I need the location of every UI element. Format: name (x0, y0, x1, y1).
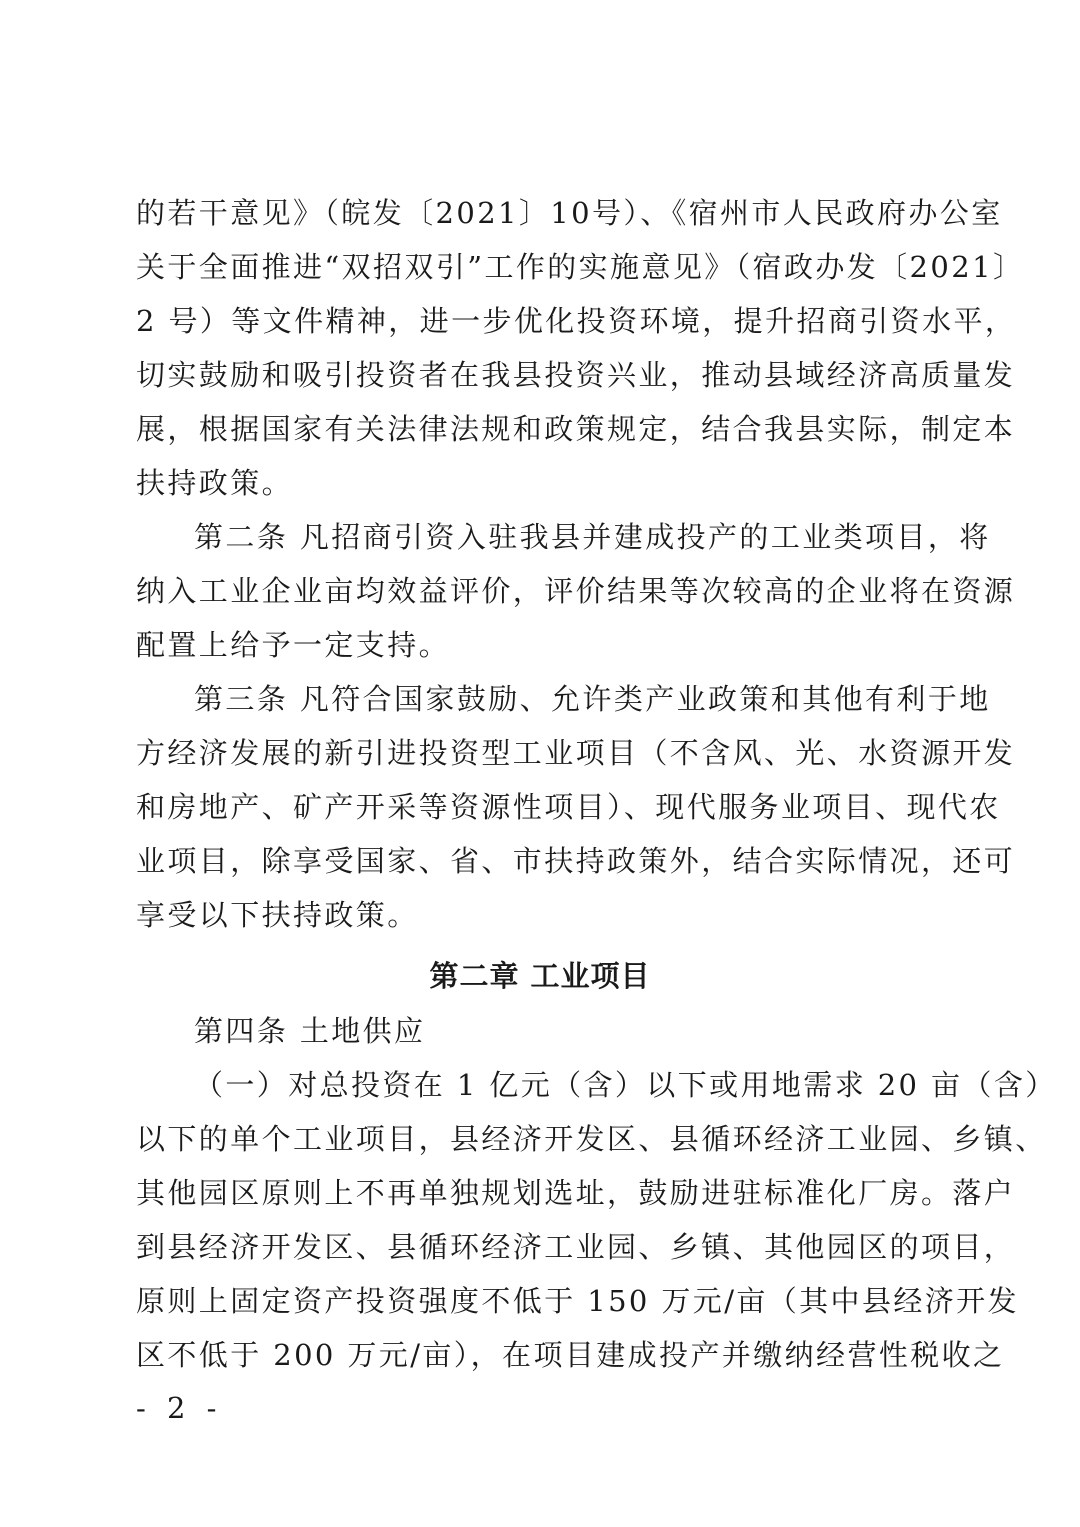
paragraph-line: 切实鼓励和吸引投资者在我县投资兴业，推动县域经济高质量发 (136, 358, 1016, 392)
page-number: - 2 - (136, 1391, 223, 1425)
article-2-line: 纳入工业企业亩均效益评价，评价结果等次较高的企业将在资源 (136, 574, 1016, 608)
article-2-line: 配置上给予一定支持。 (136, 628, 451, 662)
article-4-line: 以下的单个工业项目，县经济开发区、县循环经济工业园、乡镇、 (136, 1122, 1047, 1156)
article-2-line: 第二条 凡招商引资入驻我县并建成投产的工业类项目，将 (194, 520, 991, 554)
article-4-line: 原则上固定资产投资强度不低于 150 万元/亩（其中县经济开发 (136, 1284, 1019, 1318)
article-4-line: （一）对总投资在 1 亿元（含）以下或用地需求 20 亩（含） (194, 1068, 1057, 1102)
article-4-line: 区不低于 200 万元/亩），在项目建成投产并缴纳经营性税收之 (136, 1338, 1005, 1372)
article-4-line: 其他园区原则上不再单独规划选址，鼓励进驻标准化厂房。落户 (136, 1176, 1016, 1210)
chapter-heading: 第二章 工业项目 (429, 959, 651, 993)
article-3-line: 享受以下扶持政策。 (136, 898, 419, 932)
paragraph-line: 扶持政策。 (136, 466, 294, 500)
paragraph-line: 展，根据国家有关法律法规和政策规定，结合我县实际，制定本 (136, 412, 1016, 446)
article-3-line: 和房地产、矿产开采等资源性项目）、现代服务业项目、现代农 (136, 790, 1001, 824)
article-3-line: 业项目，除享受国家、省、市扶持政策外，结合实际情况，还可 (136, 844, 1016, 878)
article-3-line: 第三条 凡符合国家鼓励、允许类产业政策和其他有利于地 (194, 682, 991, 716)
article-4-line: 到县经济开发区、县循环经济工业园、乡镇、其他园区的项目， (136, 1230, 1016, 1264)
paragraph-line: 关于全面推进“双招双引”工作的实施意见》（宿政办发〔2021〕 (136, 250, 1025, 284)
paragraph-line: 2 号）等文件精神，进一步优化投资环境，提升招商引资水平， (136, 304, 1017, 338)
article-3-line: 方经济发展的新引进投资型工业项目（不含风、光、水资源开发 (136, 736, 1016, 770)
paragraph-line: 的若干意见》（皖发〔2021〕10号）、《宿州市人民政府办公室 (136, 196, 1003, 230)
article-4-heading: 第四条 土地供应 (194, 1014, 426, 1048)
